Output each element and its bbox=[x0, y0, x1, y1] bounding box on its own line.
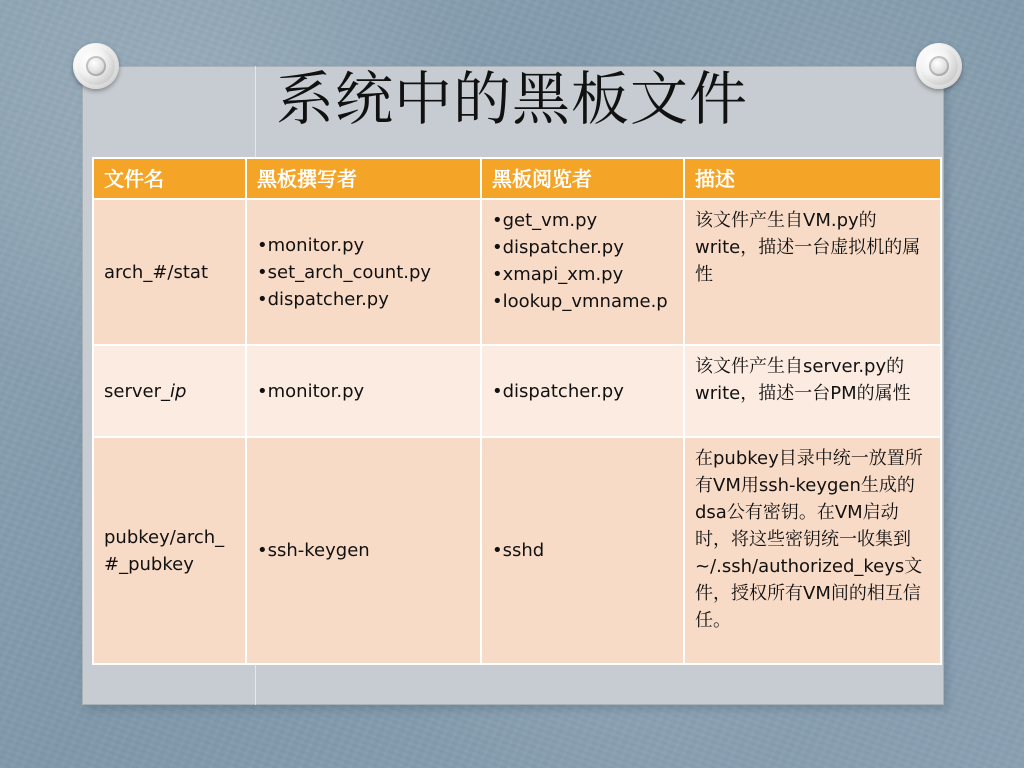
header-readers: 黑板阅览者 bbox=[481, 158, 684, 199]
reader-item: •get_vm.py bbox=[492, 210, 598, 231]
writers-cell bbox=[246, 345, 481, 437]
description-cell: 在pubkey目录中统一放置所有VM用ssh-keygen生成的dsa公有密钥。在VM启动时，将这些密钥统一收集到~/.ssh/authorized_keys文件，授权所有VM间的相互信任。 bbox=[684, 437, 941, 664]
writer-item: •ssh-keygen bbox=[257, 540, 370, 561]
readers-cell bbox=[481, 345, 684, 437]
writer-item: •monitor.py bbox=[257, 380, 365, 402]
header-description: 描述 bbox=[684, 158, 941, 199]
table-row bbox=[93, 199, 941, 345]
file-name-prefix: server_ bbox=[104, 380, 170, 402]
blackboard-files-grid bbox=[92, 157, 942, 665]
description-cell: 该文件产生自VM.py的write，描述一台虚拟机的属性 bbox=[684, 199, 941, 345]
readers-cell bbox=[481, 199, 684, 345]
header-file-name: 文件名 bbox=[93, 158, 246, 199]
file-name-cell bbox=[93, 345, 246, 437]
slide-title: 系统中的黑板文件 bbox=[275, 65, 748, 133]
reader-item: •dispatcher.py bbox=[492, 380, 624, 402]
reader-item: •dispatcher.py bbox=[492, 237, 624, 258]
table-row bbox=[93, 345, 941, 437]
writers-cell bbox=[246, 199, 481, 345]
writers-cell bbox=[246, 437, 481, 664]
file-name-cell: pubkey/arch_#_pubkey bbox=[93, 437, 246, 664]
blackboard-files-table bbox=[92, 157, 940, 663]
writer-item: •dispatcher.py bbox=[257, 288, 389, 310]
header-writers: 黑板撰写者 bbox=[246, 158, 481, 199]
writer-item: •monitor.py bbox=[257, 234, 365, 256]
reader-item: •sshd bbox=[492, 540, 545, 561]
table-header-row bbox=[93, 158, 941, 199]
file-name-cell: arch_#/stat bbox=[93, 199, 246, 345]
writer-item: •set_arch_count.py bbox=[257, 261, 432, 283]
description-cell: 该文件产生自server.py的write，描述一台PM的属性 bbox=[684, 345, 941, 437]
file-name-suffix: ip bbox=[169, 380, 187, 402]
readers-cell bbox=[481, 437, 684, 664]
table-row bbox=[93, 437, 941, 664]
reader-item: •lookup_vmname.p bbox=[492, 291, 668, 312]
reader-item: •xmapi_xm.py bbox=[492, 264, 624, 285]
